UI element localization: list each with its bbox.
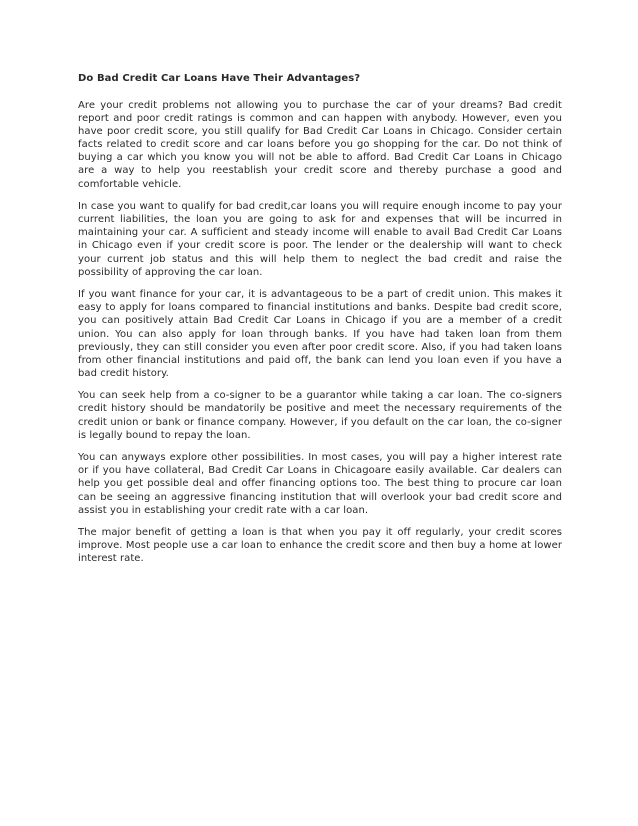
paragraph-5: You can anyways explore other possibilities. In most cases, you will pay a higher interest rate or if you have collateral, Bad Credit Car Loans in Chicagoare easily available. Car dealers can help you get possible deal and offer financing options too. The best thing to procure car loan can be seeing an aggressive financing institution that will overlook your bad credit score and assist you in establishing your credit rate with a car loan. <box>78 452 562 516</box>
paragraph-4: You can seek help from a co-signer to be a guarantor while taking a car loan. The co-signers credit history should be mandatorily be positive and meet the necessary requirements of the credit union or bank or finance company. However, if you default on the car loan, the co-signer is legally bound to repay the loan. <box>78 390 562 441</box>
document-title: Do Bad Credit Car Loans Have Their Advantages? <box>78 73 361 84</box>
paragraph-2: In case you want to qualify for bad credit,car loans you will require enough income to pay your current liabilities, the loan you are going to ask for and expenses that will be incurred in maintaining your car. A sufficient and steady income will enable to avail Bad Credit Car Loans in Chicago even if your credit score is poor. The lender or the dealership will want to check your current job status and this will help them to neglect the bad credit and raise the possibility of approving the car loan. <box>78 201 562 278</box>
paragraph-3: If you want finance for your car, it is advantageous to be a part of credit union. This makes it easy to apply for loans compared to financial institutions and banks. Despite bad credit score, you can positively attain Bad Credit Car Loans in Chicago if you are a member of a credit union. You can also apply for loan through banks. If you have had taken loan from them previously, they can still consider you even after poor credit score. Also, if you had taken loans from other financial institutions and paid off, the bank can lend you loan even if you have a bad credit history. <box>78 289 562 379</box>
paragraph-1: Are your credit problems not allowing you to purchase the car of your dreams? Bad credit report and poor credit ratings is common and can happen with anybody. However, even you have poor credit score, you still qualify for Bad Credit Car Loans in Chicago. Consider certain facts related to credit score and car loans before you go shopping for the car. Do not think of buying a car which you know you will not be able to afford. Bad Credit Car Loans in Chicago are a way to help you reestablish your credit score and thereby purchase a good and comfortable vehicle. <box>78 100 562 190</box>
document-page <box>78 72 562 575</box>
paragraph-6: The major benefit of getting a loan is that when you pay it off regularly, your credit scores improve. Most people use a car loan to enhance the credit score and then buy a home at lower interest rate. <box>78 527 562 565</box>
